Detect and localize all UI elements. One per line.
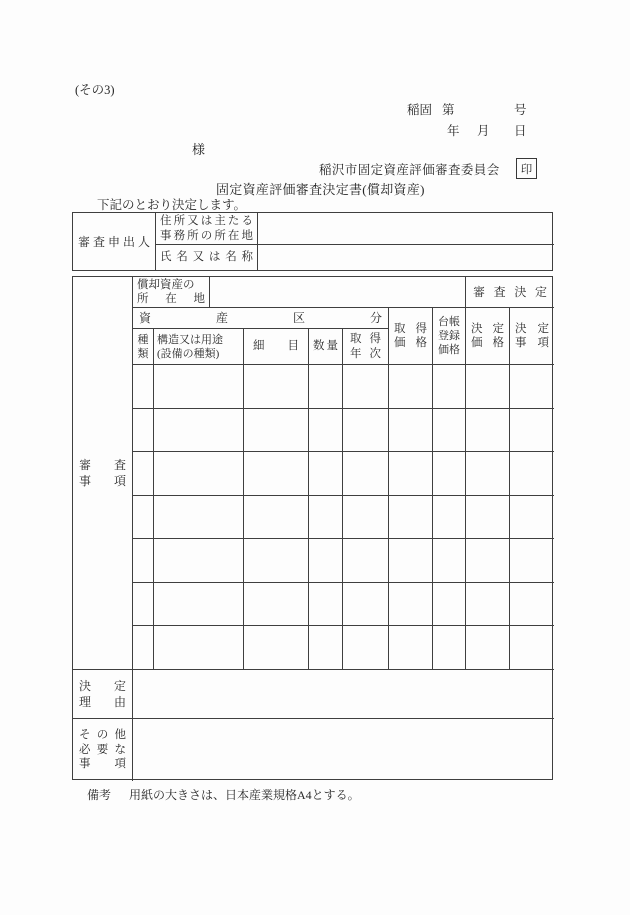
date-day-label: 日 [514, 124, 527, 138]
applicant-address-value-field[interactable] [258, 213, 554, 245]
table-cell[interactable] [244, 626, 309, 669]
table-cell[interactable] [466, 452, 510, 495]
table-cell[interactable] [154, 409, 244, 452]
column-header-decided-matter [510, 308, 554, 365]
table-row [133, 583, 554, 627]
table-cell[interactable] [133, 496, 154, 539]
remark-label: 備考 [87, 788, 112, 802]
acq-price-line1: 取得 [394, 322, 427, 335]
table-cell[interactable] [309, 409, 343, 452]
structure-line2: (設備の種類) [157, 347, 220, 360]
asset-class-header: 資産区分 [139, 311, 382, 325]
table-cell[interactable] [466, 626, 510, 669]
quantity-label: 数量 [313, 340, 338, 353]
document-title: 固定資産評価審査決定書(償却資産) [216, 182, 425, 197]
table-cell[interactable] [510, 409, 554, 452]
table-cell[interactable] [389, 365, 433, 408]
column-header-quantity [309, 329, 343, 365]
review-items-label-line1: 審査 [79, 458, 126, 472]
seal-box [516, 158, 537, 179]
addressee-honorific: 様 [192, 142, 206, 157]
table-cell[interactable] [389, 496, 433, 539]
table-cell[interactable] [154, 583, 244, 626]
table-cell[interactable] [510, 626, 554, 669]
column-header-acquisition-price [389, 308, 433, 365]
decided-price-line1: 決定 [471, 322, 504, 335]
column-header-acquisition-year [343, 329, 389, 365]
decision-reason-label-line1: 決定 [79, 679, 126, 693]
other-items-value-field[interactable] [133, 718, 554, 781]
table-cell[interactable] [510, 496, 554, 539]
table-cell[interactable] [433, 496, 466, 539]
decided-matter-line2: 事項 [515, 337, 549, 349]
table-cell[interactable] [510, 452, 554, 495]
table-row [133, 626, 554, 669]
table-cell[interactable] [466, 365, 510, 408]
column-header-structure [154, 329, 244, 365]
table-cell[interactable] [309, 365, 343, 408]
asset-data-grid [133, 365, 554, 669]
review-decision-header-cell [466, 277, 554, 308]
table-cell[interactable] [466, 409, 510, 452]
table-row [133, 365, 554, 409]
applicant-label: 審査申出人 [78, 234, 150, 249]
column-header-ledger-price [433, 308, 466, 365]
review-decision-header: 審査決定 [473, 285, 547, 299]
applicant-name-label: 氏名又は名称 [160, 251, 253, 264]
table-cell[interactable] [309, 496, 343, 539]
applicant-label-cell [73, 213, 156, 270]
table-cell[interactable] [154, 365, 244, 408]
table-cell[interactable] [389, 626, 433, 669]
table-row [133, 409, 554, 453]
table-row [133, 452, 554, 496]
footer-remark [87, 786, 360, 803]
table-cell[interactable] [133, 539, 154, 582]
table-cell[interactable] [154, 539, 244, 582]
table-cell[interactable] [133, 583, 154, 626]
other-items-label-line2: 必要な [79, 743, 126, 756]
table-cell[interactable] [309, 539, 343, 582]
decision-reason-label-line2: 理由 [79, 695, 126, 709]
table-row [133, 496, 554, 540]
applicant-name-value-field[interactable] [258, 245, 554, 270]
type-line1: 種 [137, 333, 149, 346]
type-line2: 類 [137, 347, 149, 360]
table-cell[interactable] [133, 626, 154, 669]
table-cell[interactable] [510, 583, 554, 626]
table-cell[interactable] [154, 496, 244, 539]
doc-number-dai: 第 [442, 103, 455, 117]
intro-text: 下記のとおり決定します。 [97, 198, 247, 212]
table-cell[interactable] [433, 583, 466, 626]
table-cell[interactable] [244, 496, 309, 539]
other-items-label-cell [73, 718, 133, 781]
review-items-label-line2: 事項 [79, 474, 126, 488]
column-header-decided-price [466, 308, 510, 365]
table-cell[interactable] [244, 539, 309, 582]
table-cell[interactable] [389, 409, 433, 452]
acq-price-line2: 価格 [394, 337, 427, 349]
table-cell[interactable] [154, 452, 244, 495]
acq-year-line2: 年次 [350, 347, 381, 360]
page-note: (その3) [75, 83, 115, 97]
table-cell[interactable] [510, 365, 554, 408]
table-cell[interactable] [343, 409, 389, 452]
table-cell[interactable] [244, 583, 309, 626]
applicant-address-label-cell [156, 213, 258, 245]
table-cell[interactable] [309, 452, 343, 495]
column-header-type [133, 329, 154, 365]
ledger-line2: 登録 [438, 330, 460, 342]
decision-reason-value-field[interactable] [133, 669, 554, 718]
decided-matter-line1: 決定 [515, 322, 549, 335]
table-cell[interactable] [244, 452, 309, 495]
table-cell[interactable] [244, 409, 309, 452]
structure-line1: 構造又は用途 [157, 333, 223, 346]
table-cell[interactable] [343, 626, 389, 669]
asset-location-label-cell [133, 277, 210, 308]
remark-text: 用紙の大きさは、日本産業規格A4とする。 [129, 788, 360, 802]
table-cell[interactable] [133, 365, 154, 408]
asset-location-value-field[interactable] [210, 277, 466, 308]
table-cell[interactable] [389, 452, 433, 495]
table-cell[interactable] [343, 539, 389, 582]
table-cell[interactable] [309, 583, 343, 626]
acq-year-line1: 取得 [350, 333, 381, 345]
table-cell[interactable] [154, 626, 244, 669]
asset-location-label-line1: 償却資産の [137, 278, 195, 291]
table-cell[interactable] [343, 452, 389, 495]
table-cell[interactable] [433, 409, 466, 452]
table-cell[interactable] [433, 539, 466, 582]
table-cell[interactable] [466, 539, 510, 582]
table-cell[interactable] [133, 452, 154, 495]
table-cell[interactable] [244, 365, 309, 408]
asset-class-header-cell [133, 308, 389, 329]
table-cell[interactable] [510, 539, 554, 582]
table-cell[interactable] [309, 626, 343, 669]
table-cell[interactable] [466, 496, 510, 539]
applicant-address-label-line2: 事務所の所在地 [160, 229, 253, 242]
seal-character: 印 [520, 163, 533, 176]
review-items-label-cell [73, 277, 133, 669]
detail-label: 細目 [253, 340, 299, 353]
table-cell[interactable] [343, 496, 389, 539]
column-header-detail [244, 329, 309, 365]
ledger-line3: 価格 [438, 344, 460, 356]
committee-name: 稲沢市固定資産評価審査委員会 [319, 163, 500, 177]
table-cell[interactable] [133, 409, 154, 452]
applicant-address-label-line1: 住所又は主たる [160, 215, 253, 227]
doc-number-prefix: 稲固 [407, 103, 433, 117]
review-table [72, 276, 553, 780]
table-row [133, 539, 554, 583]
table-cell[interactable] [389, 583, 433, 626]
date-year-label: 年 [447, 124, 460, 138]
table-cell[interactable] [433, 626, 466, 669]
table-cell[interactable] [343, 365, 389, 408]
table-cell[interactable] [433, 365, 466, 408]
asset-location-label-line2: 所在地 [137, 293, 205, 305]
applicant-name-label-cell [156, 245, 258, 270]
date-month-label: 月 [477, 124, 490, 138]
table-cell[interactable] [343, 583, 389, 626]
other-items-label-line3: 事項 [79, 758, 126, 771]
doc-number-go: 号 [514, 103, 527, 117]
ledger-line1: 台帳 [438, 316, 460, 328]
applicant-table [72, 212, 553, 271]
other-items-label-line1: その他 [79, 729, 126, 742]
decision-reason-label-cell [73, 669, 133, 718]
table-cell[interactable] [466, 583, 510, 626]
table-cell[interactable] [433, 452, 466, 495]
table-cell[interactable] [389, 539, 433, 582]
decided-price-line2: 価格 [471, 337, 504, 349]
